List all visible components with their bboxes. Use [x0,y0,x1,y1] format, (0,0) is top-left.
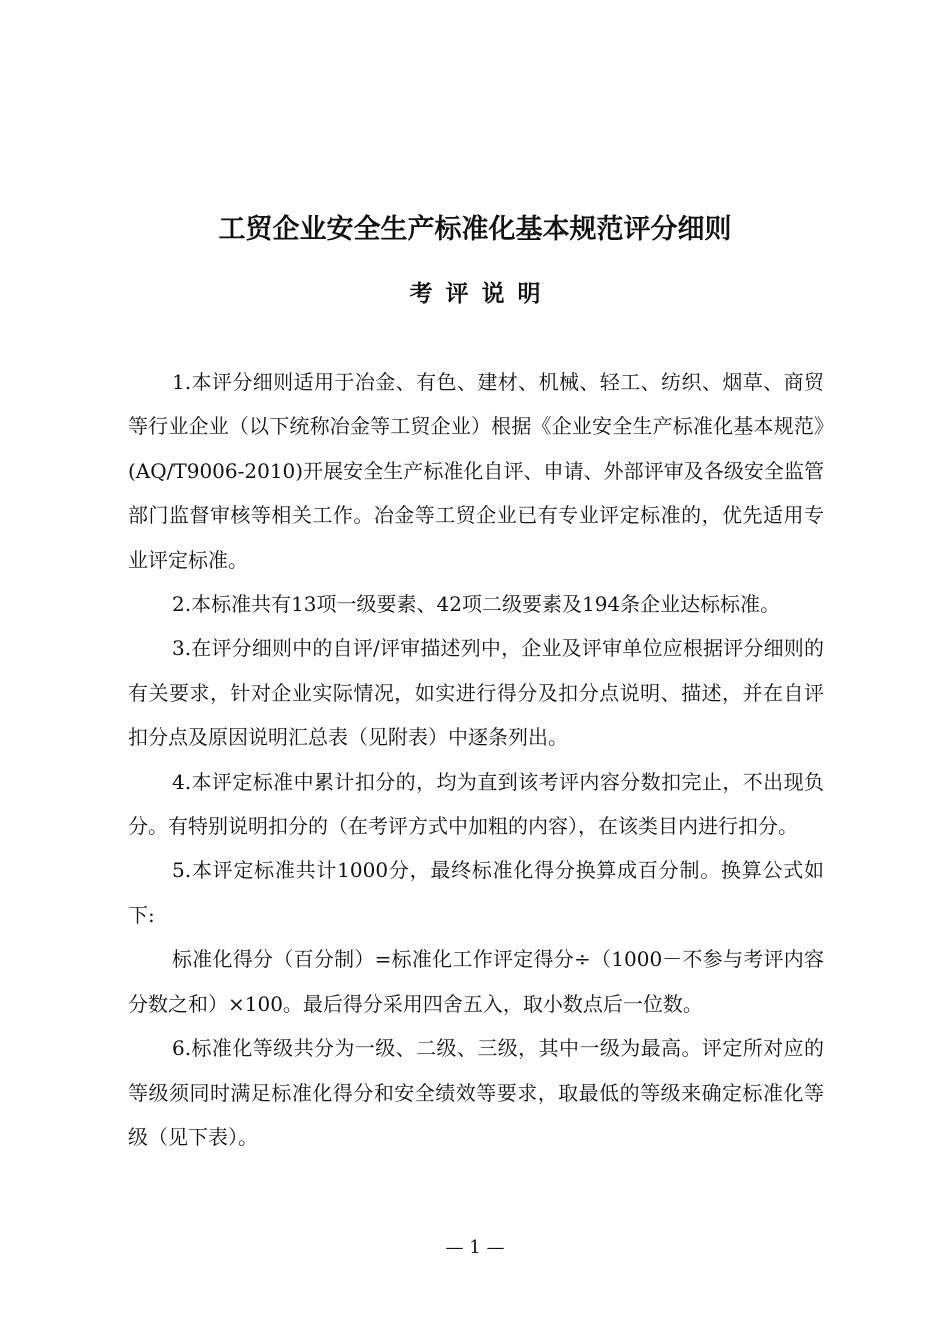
paragraph-4: 4.本评定标准中累计扣分的，均为直到该考评内容分数扣完止，不出现负分。有特别说明扣分的（在考评方式中加粗的内容），在该类目内进行扣分。 [128,769,824,839]
formula-paragraph: 标准化得分（百分制）=标准化工作评定得分÷（1000－不参与考评内容分数之和）×100。最后得分采用四舍五入，取小数点后一位数。 [128,947,824,1016]
paragraph-1: 1.本评分细则适用于冶金、有色、建材、机械、轻工、纺织、烟草、商贸等行业企业（以下统称冶金等工贸企业）根据《企业安全生产标准化基本规范》(AQ/T9006-2010)开展安全生产标准化自评、申请、外部评审及各级安全监管部门监督审核等相关工作。冶金等工贸企业已有专业评定标准的，优先适用专业评定标准。 [128,370,824,572]
document-body [128,360,824,1159]
document-title: 工贸企业安全生产标准化基本规范评分细则 [218,214,732,245]
paragraph-3: 3.在评分细则中的自评/评审描述列中，企业及评审单位应根据评分细则的有关要求，针对企业实际情况，如实进行得分及扣分点说明、描述，并在自评扣分点及原因说明汇总表（见附表）中逐条列出。 [128,636,824,750]
page-number: — 1 — [445,1237,505,1258]
document-subtitle: 考评说明 [409,281,554,307]
paragraph-6: 6.标准化等级共分为一级、二级、三级，其中一级为最高。评定所对应的等级须同时满足标准化得分和安全绩效等要求，取最低的等级来确定标准化等级（见下表）。 [128,1036,824,1149]
paragraph-5: 5.本评定标准共计1000分，最终标准化得分换算成百分制。换算公式如下: [128,858,824,927]
paragraph-2: 2.本标准共有13项一级要素、42项二级要素及194条企业达标标准。 [172,592,781,617]
